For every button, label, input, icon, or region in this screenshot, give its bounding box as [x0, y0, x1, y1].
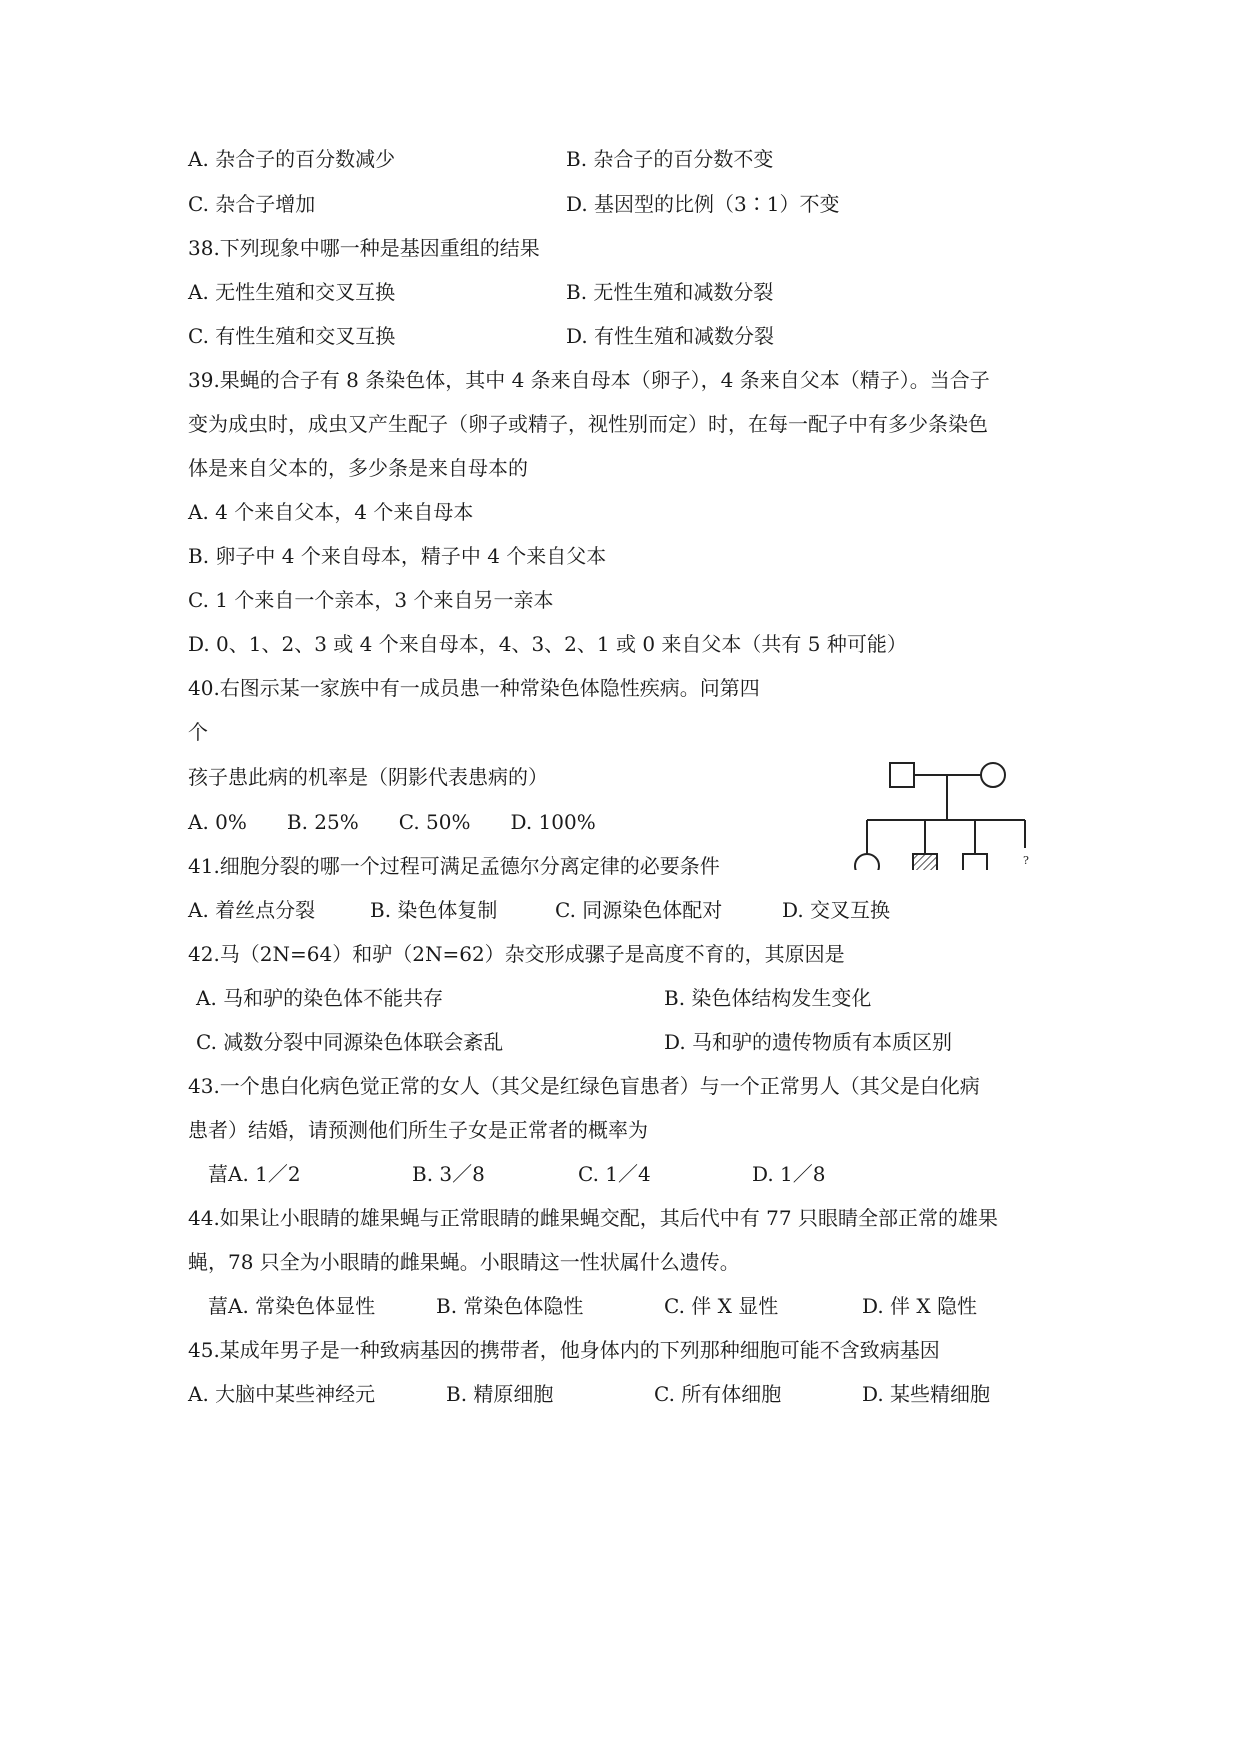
q39-option-c: C. 1 个来自一个亲本，3 个来自另一亲本 — [188, 588, 554, 612]
q45-option-d: D. 某些精细胞 — [862, 1382, 991, 1406]
q45-option-c: C. 所有体细胞 — [654, 1382, 782, 1406]
mother-circle — [981, 763, 1005, 787]
q45-stem: 45.某成年男子是一种致病基因的携带者，他身体内的下列那种细胞可能不含致病基因 — [188, 1338, 940, 1362]
q42-stem: 42.马（2N=64）和驴（2N=62）杂交形成骡子是高度不育的，其原因是 — [188, 942, 845, 966]
q39-stem-line2: 变为成虫时，成虫又产生配子（卵子或精子，视性别而定）时，在每一配子中有多少条染色 — [188, 412, 988, 436]
q41-option-a: A. 着丝点分裂 — [188, 898, 316, 922]
q44-option-d: D. 伴 X 隐性 — [862, 1294, 977, 1318]
q38-option-b: B. 无性生殖和减数分裂 — [566, 280, 774, 304]
q42-option-d: D. 马和驴的遗传物质有本质区别 — [664, 1030, 953, 1054]
q41-option-b: B. 染色体复制 — [370, 898, 498, 922]
q43-option-d: D. 1／8 — [752, 1162, 826, 1186]
q43-option-b: B. 3／8 — [412, 1162, 485, 1186]
q43-option-a: 葍A. 1／2 — [208, 1162, 301, 1186]
q40-options: A. 0% B. 25% C. 50% D. 100% — [188, 810, 596, 834]
q37-option-b: B. 杂合子的百分数不变 — [566, 147, 774, 171]
q41-option-d: D. 交叉互换 — [782, 898, 891, 922]
q43-option-c: C. 1／4 — [578, 1162, 651, 1186]
q39-option-a: A. 4 个来自父本，4 个来自母本 — [188, 500, 474, 524]
q39-option-b: B. 卵子中 4 个来自母本，精子中 4 个来自父本 — [188, 544, 607, 568]
q37-option-a: A. 杂合子的百分数减少 — [188, 147, 396, 171]
child4-unknown-mark: ? — [1023, 854, 1029, 867]
q39-option-d: D. 0、1、2、3 或 4 个来自母本，4、3、2、1 或 0 来自父本（共有 5 种可能） — [188, 632, 907, 656]
q38-option-a: A. 无性生殖和交叉互换 — [188, 280, 396, 304]
q44-stem-line2: 蝇，78 只全为小眼睛的雌果蝇。小眼睛这一性状属什么遗传。 — [188, 1250, 740, 1274]
q38-option-d: D. 有性生殖和减数分裂 — [566, 324, 775, 348]
q39-stem-line1: 39.果蝇的合子有 8 条染色体，其中 4 条来自母本（卵子），4 条来自父本（精子）。当合子 — [188, 368, 990, 392]
q37-option-d: D. 基因型的比例（3∶1）不变 — [566, 192, 840, 216]
child1-daughter-circle — [855, 854, 879, 870]
q37-option-c: C. 杂合子增加 — [188, 192, 316, 216]
q40-stem-line1: 40.右图示某一家族中有一成员患一种常染色体隐性疾病。问第四 — [188, 676, 760, 700]
q39-stem-line3: 体是来自父本的，多少条是来自母本的 — [188, 456, 528, 480]
q40-stem-line3: 孩子患此病的机率是（阴影代表患病的） — [188, 765, 548, 789]
q45-option-b: B. 精原细胞 — [446, 1382, 554, 1406]
q45-option-a: A. 大脑中某些神经元 — [188, 1382, 376, 1406]
q42-option-b: B. 染色体结构发生变化 — [664, 986, 872, 1010]
q41-stem: 41.细胞分裂的哪一个过程可满足孟德尔分离定律的必要条件 — [188, 854, 720, 878]
q44-option-c: C. 伴 X 显性 — [664, 1294, 779, 1318]
q42-option-c: C. 减数分裂中同源染色体联会紊乱 — [196, 1030, 504, 1054]
child2-affected-son-square — [913, 854, 937, 870]
q42-option-a: A. 马和驴的染色体不能共存 — [196, 986, 444, 1010]
q43-stem-line1: 43.一个患白化病色觉正常的女人（其父是红绿色盲患者）与一个正常男人（其父是白化病 — [188, 1074, 980, 1098]
child3-son-square — [963, 854, 987, 870]
q43-stem-line2: 患者）结婚，请预测他们所生子女是正常者的概率为 — [188, 1118, 648, 1142]
father-square — [890, 763, 914, 787]
q41-option-c: C. 同源染色体配对 — [555, 898, 723, 922]
q44-stem-line1: 44.如果让小眼睛的雄果蝇与正常眼睛的雌果蝇交配，其后代中有 77 只眼睛全部正常的雄果 — [188, 1206, 998, 1230]
pedigree-diagram — [845, 750, 1105, 870]
q38-option-c: C. 有性生殖和交叉互换 — [188, 324, 396, 348]
q38-stem: 38.下列现象中哪一种是基因重组的结果 — [188, 236, 540, 260]
q44-option-a: 葍A. 常染色体显性 — [208, 1294, 376, 1318]
q44-option-b: B. 常染色体隐性 — [436, 1294, 584, 1318]
q40-stem-line2: 个 — [188, 720, 208, 744]
